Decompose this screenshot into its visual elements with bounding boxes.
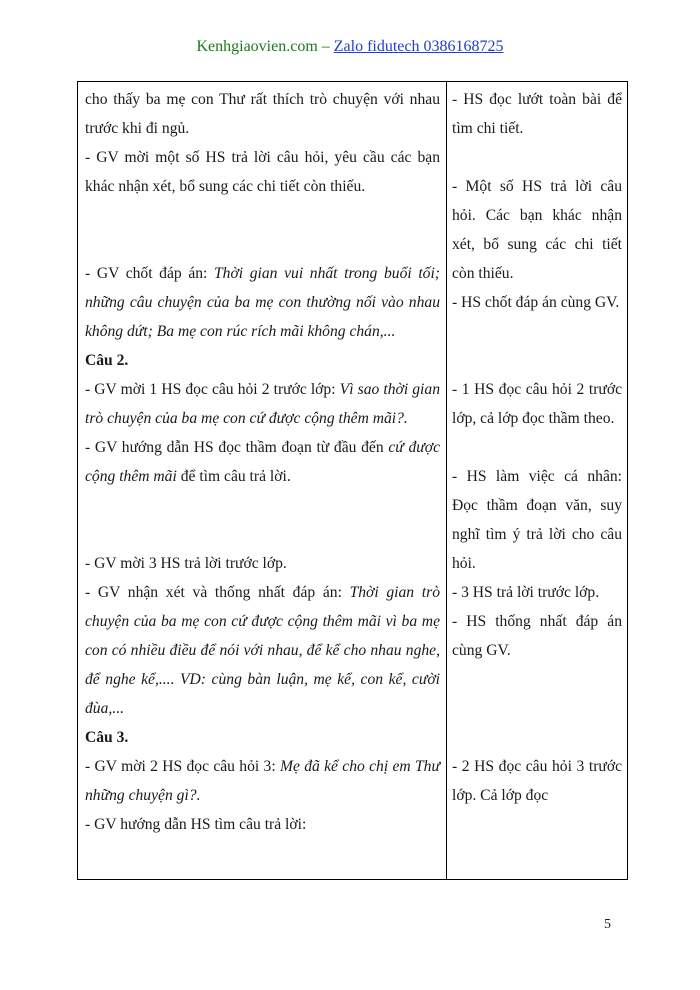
page-header [0, 38, 700, 56]
right-paragraph-4: - 1 HS đọc câu hỏi 2 trước lớp, cả lớp đọc thầm theo. [452, 381, 622, 427]
page-number: 5 [604, 917, 611, 932]
left-paragraph-5 [85, 433, 440, 491]
right-paragraph-8: - 2 HS đọc câu hỏi 3 trước lớp. Cả lớp đọc [452, 758, 622, 804]
left-paragraph-2: - GV mời một số HS trả lời câu hỏi, yêu cầu các bạn khác nhận xét, bổ sung các chi tiết còn thiếu. [85, 149, 440, 195]
left-5-italic: cứ được cộng thêm mãi [85, 439, 440, 485]
lesson-table [77, 81, 628, 880]
right-paragraph-6: - 3 HS trả lời trước lớp. [452, 584, 600, 601]
right-paragraph-5: - HS làm việc cá nhân: Đọc thầm đoạn văn, suy nghĩ tìm ý trả lời cho câu hỏi. [452, 468, 622, 572]
left-paragraph-6: - GV mời 3 HS trả lời trước lớp. [85, 555, 287, 572]
left-7-italic: Thời gian trò chuyện của ba mẹ con cứ được cộng thêm mãi vì ba mẹ con có nhiều điều để nói với nhau, để kể cho nhau nghe, để nghe kể,.... VD: cùng bàn luận, mẹ kể, con kể, cười đùa,... [85, 584, 440, 717]
right-paragraph-7: - HS thống nhất đáp án cùng GV. [452, 613, 622, 659]
teacher-activities-column [85, 85, 440, 839]
left-paragraph-8 [85, 752, 440, 810]
left-paragraph-1: cho thấy ba mẹ con Thư rất thích trò chuyện với nhau trước khi đi ngủ. [85, 91, 440, 137]
left-8-italic: Mẹ đã kể cho chị em Thư những chuyện gì?. [85, 758, 440, 804]
left-paragraph-4 [85, 375, 440, 433]
left-3-plain: - GV chốt đáp án: [85, 265, 214, 282]
header-contact-link[interactable]: Zalo fidutech 0386168725 [333, 38, 504, 55]
left-4-plain: - GV mời 1 HS đọc câu hỏi 2 trước lớp: [85, 381, 340, 398]
right-paragraph-1: - HS đọc lướt toàn bài để tìm chi tiết. [452, 91, 622, 137]
left-paragraph-3 [85, 259, 440, 346]
left-paragraph-9: - GV hướng dẫn HS tìm câu trả lời: [85, 816, 307, 833]
question-3-heading: Câu 3. [85, 729, 129, 746]
left-3-italic: Thời gian vui nhất trong buổi tối; những câu chuyện của ba mẹ con thường nối vào nhau không dứt; Ba mẹ con rúc rích mãi không chán,... [85, 265, 440, 340]
left-5-tail: để tìm câu trả lời. [176, 468, 291, 485]
question-2-heading: Câu 2. [85, 352, 129, 369]
student-activities-column [452, 85, 622, 810]
left-paragraph-7 [85, 578, 440, 723]
column-divider [446, 82, 447, 879]
left-7-plain: - GV nhận xét và thống nhất đáp án: [85, 584, 350, 601]
left-5-plain: - GV hướng dẫn HS đọc thầm đoạn từ đầu đến [85, 439, 389, 456]
right-paragraph-2: - Một số HS trả lời câu hỏi. Các bạn khác nhận xét, bổ sung các chi tiết còn thiếu. [452, 178, 622, 282]
header-separator: – [317, 38, 334, 55]
left-8-plain: - GV mời 2 HS đọc câu hỏi 3: [85, 758, 280, 775]
left-4-italic: Vì sao thời gian trò chuyện của ba mẹ con cứ được cộng thêm mãi?. [85, 381, 440, 427]
right-paragraph-3: - HS chốt đáp án cùng GV. [452, 294, 620, 311]
header-brand: Kenhgiaovien.com [196, 38, 318, 55]
